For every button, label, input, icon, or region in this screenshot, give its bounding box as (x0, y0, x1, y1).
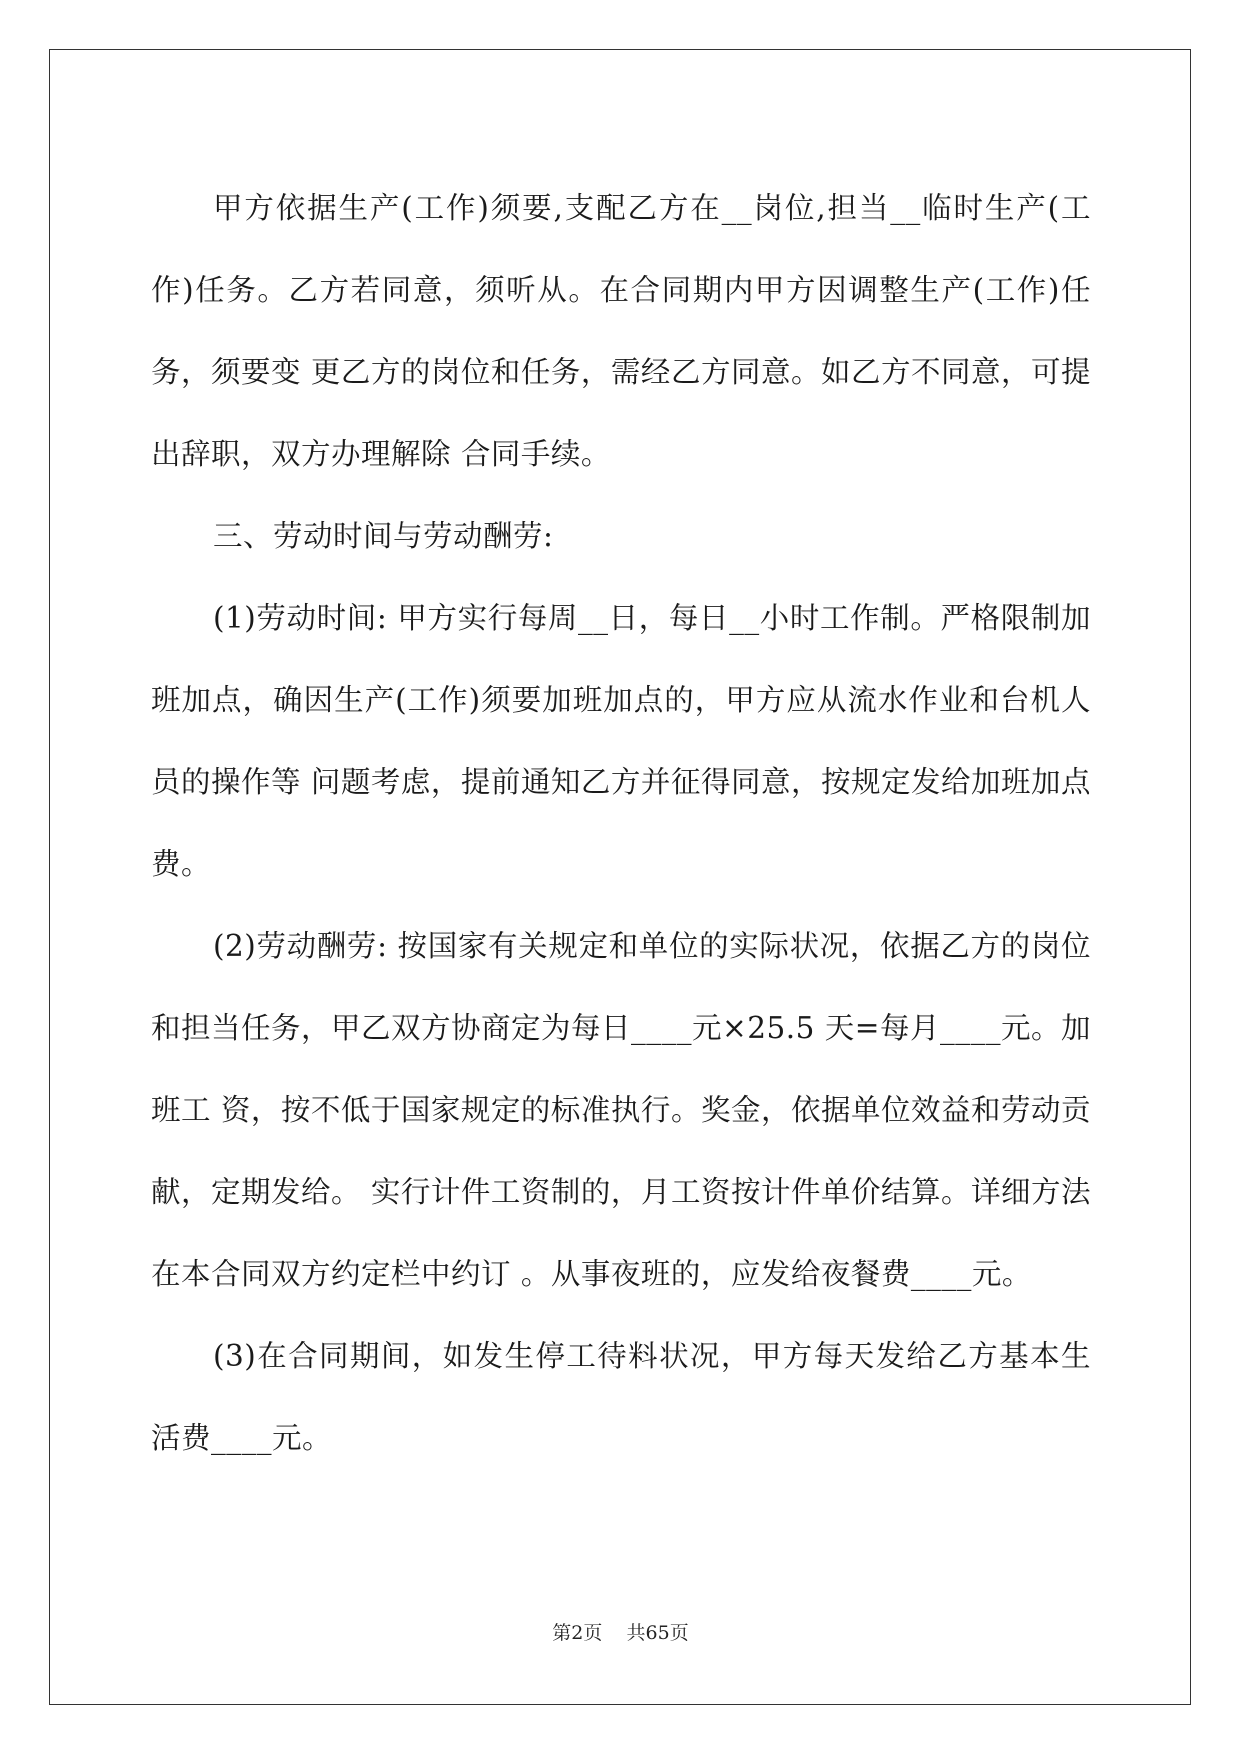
page-footer (0, 1618, 1241, 1645)
paragraph-working-hours: (1)劳动时间: 甲方实行每周__日，每日__小时工作制。严格限制加班加点，确因生产(工作)须要加班加点的，甲方应从流水作业和台机人员的操作等 问题考虑，提前通知乙方并征得同意，按规定发给加班加点费。 (151, 601, 1091, 881)
page-number: 第2页 (552, 1622, 603, 1644)
document-body (151, 167, 1091, 1479)
paragraph-work-stoppage: (3)在合同期间，如发生停工待料状况，甲方每天发给乙方基本生活费____元。 (151, 1339, 1091, 1455)
paragraph-job-assignment: 甲方依据生产(工作)须要,支配乙方在__岗位,担当__临时生产(工作)任务。乙方若同意，须听从。在合同期内甲方因调整生产(工作)任务，须要变 更乙方的岗位和任务，需经乙方同意。如乙方不同意，可提出辞职，双方办理解除 合同手续。 (151, 191, 1091, 471)
total-pages: 共65页 (626, 1622, 689, 1644)
paragraph-remuneration: (2)劳动酬劳: 按国家有关规定和单位的实际状况，依据乙方的岗位和担当任务，甲乙双方协商定为每日____元×25.5 天=每月____元。加班工 资，按不低于国家规定的标准执行。奖金，依据单位效益和劳动贡献，定期发给。 实行计件工资制的，月工资按计件单价结算。详细方法在本合同双方约定栏中约订 。从事夜班的，应发给夜餐费____元。 (151, 929, 1091, 1291)
section-heading-working-hours-pay: 三、劳动时间与劳动酬劳: (213, 519, 554, 553)
